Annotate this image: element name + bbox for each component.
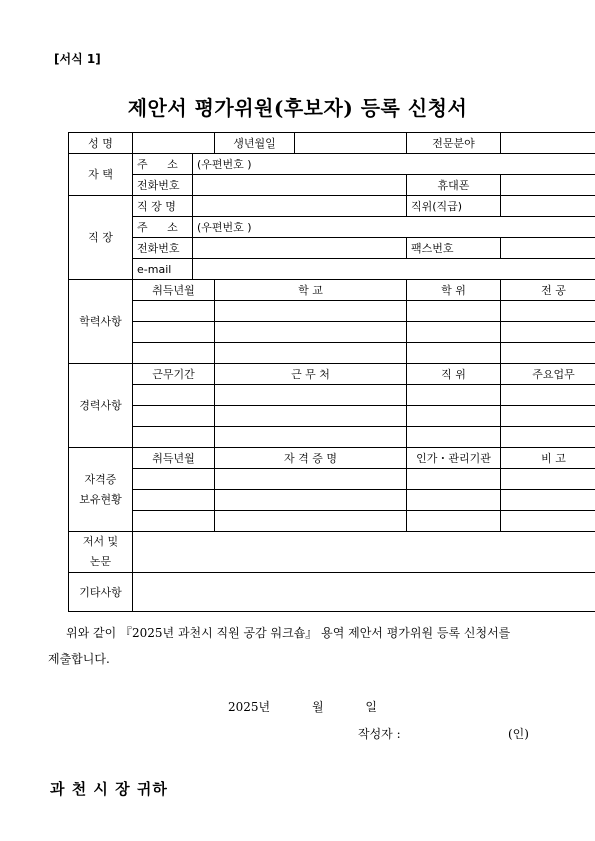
publications-label	[69, 532, 133, 573]
addressee: 과 천 시 장 귀하	[50, 780, 168, 798]
career-row	[69, 406, 595, 427]
work-phone-row	[69, 238, 595, 259]
license-header-authority: 인가・관리기관	[407, 448, 501, 469]
career-header-duties: 주요업무	[501, 364, 595, 385]
specialty-label: 전문분야	[407, 133, 501, 154]
license-header-row	[69, 448, 595, 469]
company-name-field[interactable]	[193, 196, 407, 217]
license-row	[69, 490, 595, 511]
statement-line-2: 제출합니다.	[48, 652, 110, 666]
work-phone-label: 전화번호	[133, 238, 193, 259]
home-phone-label: 전화번호	[133, 175, 193, 196]
home-address-label: 주 소	[133, 154, 193, 175]
education-row	[69, 322, 595, 343]
career-section-label: 경력사항	[69, 364, 133, 448]
work-email-row	[69, 259, 595, 280]
education-row	[69, 301, 595, 322]
work-address-field[interactable]: (우편번호 )	[193, 217, 595, 238]
publications-label-line2: 논문	[89, 555, 112, 568]
fax-field[interactable]	[501, 238, 595, 259]
education-header-school: 학 교	[215, 280, 407, 301]
license-header-remarks: 비 고	[501, 448, 595, 469]
company-name-label: 직 장 명	[133, 196, 193, 217]
email-label: e-mail	[133, 259, 193, 280]
date-line	[228, 698, 415, 715]
job-position-field[interactable]	[501, 196, 595, 217]
work-address-row	[69, 217, 595, 238]
date-year: 2025년	[228, 700, 271, 714]
education-header-major: 전 공	[501, 280, 595, 301]
license-section-line2: 보유현황	[79, 492, 122, 506]
home-address-field[interactable]: (우편번호 )	[193, 154, 595, 175]
application-form-table	[68, 132, 595, 612]
fax-label: 팩스번호	[407, 238, 501, 259]
work-section-label: 직 장	[69, 196, 133, 280]
home-section-label: 자 택	[69, 154, 133, 196]
date-day: 일	[365, 700, 377, 714]
education-header-degree: 학 위	[407, 280, 501, 301]
home-phone-field[interactable]	[193, 175, 407, 196]
other-row	[69, 573, 595, 612]
home-address-row	[69, 154, 595, 175]
job-position-label: 직위(직급)	[407, 196, 501, 217]
personal-info-row	[69, 133, 595, 154]
birth-date-label: 생년월일	[215, 133, 295, 154]
license-row	[69, 469, 595, 490]
work-company-row	[69, 196, 595, 217]
mobile-field[interactable]	[501, 175, 595, 196]
career-header-period: 근무기간	[133, 364, 215, 385]
education-row	[69, 343, 595, 364]
publications-field[interactable]	[133, 532, 595, 573]
career-row	[69, 385, 595, 406]
education-section-label: 학력사항	[69, 280, 133, 364]
license-header-date: 취득년월	[133, 448, 215, 469]
license-section-line1: 자격증	[84, 472, 117, 486]
license-row	[69, 511, 595, 532]
work-address-label: 주 소	[133, 217, 193, 238]
career-header-position: 직 위	[407, 364, 501, 385]
email-field[interactable]	[193, 259, 595, 280]
education-header-row	[69, 280, 595, 301]
home-phone-row	[69, 175, 595, 196]
career-header-row	[69, 364, 595, 385]
publications-label-line1: 저서 및	[82, 535, 119, 548]
license-section-label	[69, 448, 133, 532]
writer-label: 작성자 :	[358, 727, 401, 741]
mobile-label: 휴대폰	[407, 175, 501, 196]
document-title: 제안서 평가위원(후보자) 등록 신청서	[127, 96, 468, 120]
work-phone-field[interactable]	[193, 238, 407, 259]
birth-date-field[interactable]	[295, 133, 407, 154]
name-field[interactable]	[133, 133, 215, 154]
name-label: 성 명	[69, 133, 133, 154]
other-label: 기타사항	[69, 573, 133, 612]
education-header-date: 취득년월	[133, 280, 215, 301]
statement-line-1: 위와 같이 『2025년 과천시 직원 공감 워크숍』 용역 제안서 평가위원 등록 신청서를	[66, 626, 511, 640]
other-field[interactable]	[133, 573, 595, 612]
career-row	[69, 427, 595, 448]
seal-label: (인)	[508, 727, 529, 741]
license-header-name: 자 격 증 명	[215, 448, 407, 469]
date-month: 월	[311, 700, 324, 714]
career-header-workplace: 근 무 처	[215, 364, 407, 385]
publications-row	[69, 532, 595, 573]
specialty-field[interactable]	[501, 133, 595, 154]
form-number-label: [서식 1]	[54, 52, 101, 66]
